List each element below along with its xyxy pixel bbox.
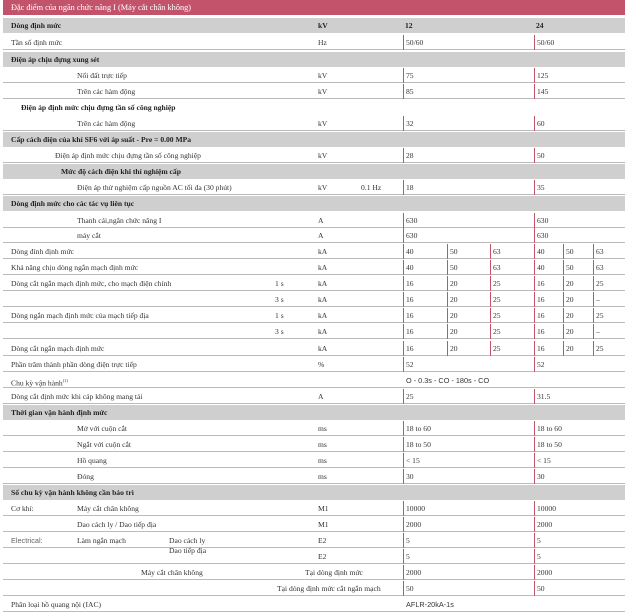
row-sublabel: Tại dòng định mức: [305, 568, 363, 577]
cell-12-c: 25: [493, 344, 501, 353]
cell-24: 5: [537, 536, 541, 545]
row-label: Hồ quang: [77, 456, 107, 465]
table-row: [3, 35, 625, 50]
section-label: Điện áp định mức chịu đựng tần số công nghiệp: [21, 103, 176, 112]
header-row: [3, 18, 625, 33]
cell-12-b: 50: [450, 247, 458, 256]
cell-12-b: 20: [450, 311, 458, 320]
cell-24-b: 50: [566, 263, 574, 272]
row-unit: A: [318, 216, 324, 225]
cell-12: 50/60: [406, 38, 424, 47]
table-row: [3, 260, 625, 275]
cell-24: 145: [537, 87, 549, 96]
cell-24-a: 16: [537, 327, 545, 336]
cell-24-c: –: [596, 327, 600, 336]
row-unit: kA: [318, 263, 328, 272]
cell-24: 2000: [537, 520, 553, 529]
cell-24-c: 25: [596, 311, 604, 320]
row-duration: 3 s: [275, 327, 284, 336]
row-duration: 1 s: [275, 279, 284, 288]
cell-24: 35: [537, 183, 545, 192]
cell-12: 2000: [406, 520, 422, 529]
cell-12: 630: [406, 231, 418, 240]
section-row: [3, 52, 625, 67]
section-row: [3, 164, 625, 179]
cell-12-a: 40: [406, 263, 414, 272]
cell-24-a: 16: [537, 344, 545, 353]
cell-12: 75: [406, 71, 414, 80]
row-label: Máy cắt chân không: [141, 568, 203, 577]
table-row: [3, 228, 625, 243]
cell-24: 630: [537, 231, 549, 240]
cell-12: 5: [406, 552, 410, 561]
section-row: [3, 196, 625, 211]
row-unit: kA: [318, 327, 328, 336]
cell-24-c: 25: [596, 344, 604, 353]
header-label: Dòng định mức: [11, 21, 62, 30]
table-row: [3, 597, 625, 612]
cell-24: 50: [537, 151, 545, 160]
cell-12-b: 20: [450, 327, 458, 336]
cell-24-a: 16: [537, 279, 545, 288]
row-label: máy cắt: [77, 231, 101, 240]
cell-12: 25: [406, 392, 414, 401]
table-row: [3, 389, 625, 404]
cell-12: 630: [406, 216, 418, 225]
header-unit: kV: [318, 21, 328, 30]
cell-24: < 15: [537, 456, 551, 465]
row-unit: kA: [318, 247, 328, 256]
section-label: Mức độ cách điện khi thí nghiệm cấp: [61, 167, 181, 176]
cell-24: 630: [537, 216, 549, 225]
cell-12: 50: [406, 584, 414, 593]
row-label: Mở với cuộn cắt: [77, 424, 127, 433]
cell-12: 52: [406, 360, 414, 369]
cell-24-a: 40: [537, 247, 545, 256]
cell-12: 5: [406, 536, 410, 545]
cell-24-c: –: [596, 295, 600, 304]
row-unit: kV: [318, 151, 328, 160]
row-sublabel: Dao tiếp địa: [169, 546, 207, 555]
row-unit: kV: [318, 183, 328, 192]
row-label: Dòng cắt ngắn mạch định mức: [11, 344, 105, 353]
section-label: Số chu kỳ vận hành không cần bảo trì: [11, 488, 134, 497]
row-label: Chu kỳ vận hành$^{(1)}$: [11, 378, 68, 388]
cell-24: 125: [537, 71, 549, 80]
cell-24-b: 20: [566, 279, 574, 288]
table-row: [3, 357, 625, 372]
row-unit: ms: [318, 472, 327, 481]
cell-24-b: 20: [566, 327, 574, 336]
cell-12-c: 25: [493, 327, 501, 336]
cell-24-c: 63: [596, 263, 604, 272]
table-row: [3, 533, 625, 548]
cell-24-b: 20: [566, 311, 574, 320]
cell-24: 31.5: [537, 392, 551, 401]
row-label: Dòng ngắn mạch định mức của mạch tiếp địa: [11, 311, 149, 320]
row-label: Khả năng chịu dòng ngắn mạch định mức: [11, 263, 139, 272]
cell-24: 60: [537, 119, 545, 128]
cell-24-b: 20: [566, 295, 574, 304]
cell-24: 50/60: [537, 38, 555, 47]
table-row: [3, 517, 625, 532]
row-unit: kA: [318, 344, 328, 353]
row-label: Trên các hàm động: [77, 87, 136, 96]
table-row: [3, 116, 625, 131]
table-row: [3, 373, 625, 388]
row-unit: ms: [318, 456, 327, 465]
table-row: [3, 276, 625, 291]
row-label: Điện áp định mức chịu đựng tần số công nghiệp: [55, 151, 201, 160]
table-row: [3, 213, 625, 228]
cell-24-c: 25: [596, 279, 604, 288]
cell-24: 50: [537, 584, 545, 593]
cell-12: < 15: [406, 456, 420, 465]
cell-24: 18 to 60: [537, 424, 562, 433]
table-row: [3, 469, 625, 484]
row-label: Phần trăm thành phần dòng điện trực tiếp: [11, 360, 137, 369]
table-row: [3, 546, 625, 564]
table-row: [3, 341, 625, 356]
table-row: [3, 421, 625, 436]
row-label: Dòng cắt ngắn mạch định mức, cho mạch điện chính: [11, 279, 172, 288]
table-row: [3, 244, 625, 259]
row-sublabel: Dao cách ly: [169, 536, 206, 545]
cell-12-c: 63: [493, 263, 501, 272]
row-duration: 1 s: [275, 311, 284, 320]
row-label: Dao cách ly / Dao tiếp địa: [77, 520, 157, 529]
cell-24: 10000: [537, 504, 556, 513]
table-row: [3, 308, 625, 323]
cell-12-a: 16: [406, 279, 414, 288]
row-unit: M1: [318, 504, 329, 513]
section-row: [3, 405, 625, 420]
cell-12-a: 16: [406, 344, 414, 353]
row-unit: kA: [318, 311, 328, 320]
section-row: [3, 100, 625, 115]
row-unit: ms: [318, 440, 327, 449]
cell-24-b: 20: [566, 344, 574, 353]
section-label: Thời gian vận hành định mức: [11, 408, 108, 417]
cell-24: 30: [537, 472, 545, 481]
row-label: Máy cắt chân không: [77, 504, 139, 513]
group-label: Electrical:: [11, 536, 43, 545]
table-row: [3, 324, 625, 339]
row-unit: kA: [318, 279, 328, 288]
cell-24: 2000: [537, 568, 553, 577]
cell-12: 18 to 50: [406, 440, 431, 449]
row-unit: ms: [318, 424, 327, 433]
cell-12: 85: [406, 87, 414, 96]
row-label: Dòng cắt định mức khi cáp không mang tải: [11, 392, 143, 401]
table-row: [3, 180, 625, 195]
cell-24-a: 16: [537, 311, 545, 320]
row-unit: Hz: [318, 38, 327, 47]
section-row: [3, 485, 625, 500]
row-label: Ngắt với cuộn cắt: [77, 440, 131, 449]
row-label: Dòng đỉnh định mức: [11, 247, 74, 256]
row-label: Thanh cái,ngăn chức năng I: [77, 216, 162, 225]
row-frequency: 0.1 Hz: [361, 183, 382, 192]
row-unit: kA: [318, 295, 328, 304]
cell-12-b: 20: [450, 279, 458, 288]
header-24kv: 24: [536, 21, 544, 30]
row-unit: M1: [318, 520, 329, 529]
row-label: Làm ngắn mạch: [77, 536, 126, 545]
section-row: [3, 132, 625, 147]
cell-12: 28: [406, 151, 414, 160]
cell-12-a: 16: [406, 327, 414, 336]
row-label: Tần số định mức: [11, 38, 63, 47]
cell-24-b: 50: [566, 247, 574, 256]
cell-12: 18 to 60: [406, 424, 431, 433]
cell-12-c: 25: [493, 311, 501, 320]
group-label: Cơ khí:: [11, 504, 34, 513]
table-row: [3, 501, 625, 516]
table-row: [3, 581, 625, 596]
row-label: Điện áp thử nghiệm cấp nguồn AC tối đa (30 phút): [77, 183, 232, 192]
cell-12-c: 25: [493, 279, 501, 288]
row-unit: E2: [318, 552, 327, 561]
row-unit: kV: [318, 119, 328, 128]
table-title: Đặc điểm của ngăn chức năng I (Máy cắt chân không): [3, 0, 625, 15]
table-row: [3, 148, 625, 163]
row-label: Trên các hàm động: [77, 119, 136, 128]
row-unit: A: [318, 392, 324, 401]
cell-24: 18 to 50: [537, 440, 562, 449]
cell-12-a: 16: [406, 311, 414, 320]
row-duration: 3 s: [275, 295, 284, 304]
row-unit: kV: [318, 71, 328, 80]
row-unit: E2: [318, 536, 327, 545]
cell-24-a: 40: [537, 263, 545, 272]
row-unit: %: [318, 360, 325, 369]
table-row: [3, 453, 625, 468]
cell-12: 30: [406, 472, 414, 481]
header-12kv: 12: [405, 21, 413, 30]
cell-12-c: 25: [493, 295, 501, 304]
cell-12-c: 63: [493, 247, 501, 256]
cell-12-b: 50: [450, 263, 458, 272]
section-label: Cấp cách điện của khí SF6 với áp suất - Pre = 0.00 MPa: [11, 135, 192, 144]
cell-12-a: 16: [406, 295, 414, 304]
cell-12: 32: [406, 119, 414, 128]
table-row: [3, 84, 625, 99]
table-row: [3, 437, 625, 452]
cell-merged: AFLR-20kA-1s: [406, 600, 454, 609]
row-label: Nối đất trực tiếp: [77, 71, 127, 80]
cell-12-b: 20: [450, 344, 458, 353]
cell-12: 10000: [406, 504, 425, 513]
table-row: [3, 68, 625, 83]
section-label: Dòng định mức cho các tác vụ liên tục: [11, 199, 135, 208]
table-row: [3, 292, 625, 307]
cell-24: 52: [537, 360, 545, 369]
row-label: Đóng: [77, 472, 94, 481]
row-unit: kV: [318, 87, 328, 96]
cell-24: 5: [537, 552, 541, 561]
table-row: [3, 565, 625, 580]
cell-12: 18: [406, 183, 414, 192]
cell-24-a: 16: [537, 295, 545, 304]
cell-12-b: 20: [450, 295, 458, 304]
cell-24-c: 63: [596, 247, 604, 256]
row-sublabel: Tại dòng định mức cắt ngắn mạch: [277, 584, 381, 593]
section-label: Điện áp chịu đựng xung sét: [11, 55, 100, 64]
row-unit: A: [318, 231, 324, 240]
cell-12-a: 40: [406, 247, 414, 256]
cell-12: 2000: [406, 568, 422, 577]
cell-merged: O - 0.3s - CO - 180s - CO: [406, 376, 490, 385]
row-label: Phân loại hồ quang nội (IAC): [11, 600, 102, 609]
